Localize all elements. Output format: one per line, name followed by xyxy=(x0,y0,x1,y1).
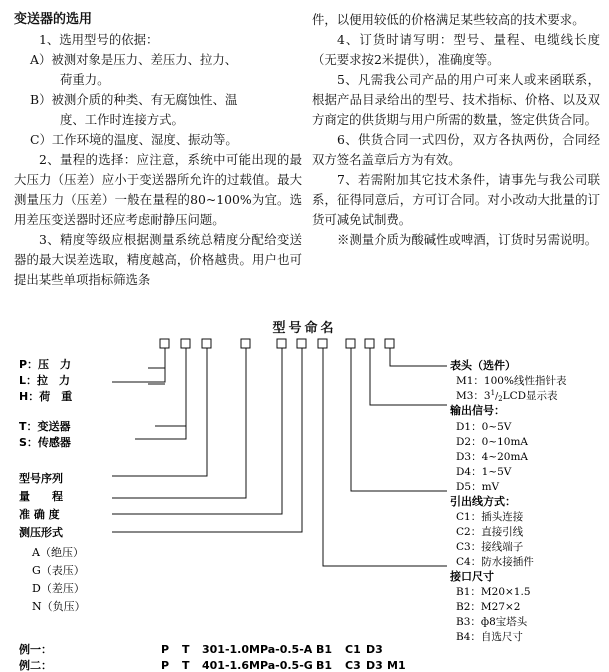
label-c2: C2：直接引线 xyxy=(456,526,524,538)
connector-lead xyxy=(351,348,447,491)
item-1a-line2: 荷重力。 xyxy=(60,72,110,87)
label-c1: C1：插头连接 xyxy=(456,511,524,523)
example-2-code-p: P xyxy=(161,659,170,672)
label-accuracy: 准 确 度 xyxy=(19,508,60,521)
label-m3: M3：$3^1/2LCD$显示表 xyxy=(456,389,558,403)
example-2-code-series: 401-1.6MPa-0.5-G xyxy=(202,659,313,672)
label-form: 测压形式 xyxy=(19,526,63,539)
label-lead: 引出线方式： xyxy=(450,495,516,508)
example-2-code-lead: C3 xyxy=(345,659,361,672)
label-port: 接口尺寸 xyxy=(450,570,494,583)
code-box-9 xyxy=(365,339,374,348)
label-c4: C4：防水接插件 xyxy=(456,556,534,568)
label-d2: D2：0~10mA xyxy=(456,436,528,448)
label-form-a: A（绝压） xyxy=(32,546,84,559)
code-box-5 xyxy=(277,339,286,348)
connector-port xyxy=(323,348,447,566)
item-1c: C）工作环境的温度、湿度、振动等。 xyxy=(30,132,238,147)
item-4: 4、订货时请写明：型号、量程、电缆线长度（无要求按2米提供），准确度等。 xyxy=(312,32,600,67)
item-2: 2、量程的选择：应注意，系统中可能出现的最大压力（压差）应小于变送器所允许的过载值。最大测量压力（压差）一般在量程的80~100%为宜。选用差压变送器时还应考虑耐静压问题。 xyxy=(14,152,302,227)
connector-accuracy xyxy=(112,348,282,514)
code-box-1 xyxy=(160,339,169,348)
label-b4: B4：自选尺寸 xyxy=(456,631,523,643)
label-b3: B3：ф8宝塔头 xyxy=(456,616,528,628)
code-box-4 xyxy=(241,339,250,348)
label-b1: B1：M20×1.5 xyxy=(456,586,531,598)
example-2-code-t: T xyxy=(182,659,190,672)
item-6: 6、供货合同一式四份，双方各执两份，合同经双方签名盖章后方为有效。 xyxy=(312,132,600,167)
code-box-3 xyxy=(202,339,211,348)
label-gauge: 表头（选件） xyxy=(450,359,516,372)
item-7: 7、若需附加其它技术条件，请事先与我公司联系，征得同意后，方可订合同。对小改动大批量的订货可减免试制费。 xyxy=(312,172,600,227)
label-range: 量 程 xyxy=(19,490,63,503)
item-1b-line2: 度、工作时连接方式。 xyxy=(60,112,184,127)
example-1-code-series: 301-1.0MPa-0.5-A xyxy=(202,643,313,656)
note: ※测量介质为酸碱性或啤酒，订货时另需说明。 xyxy=(337,232,598,247)
connector-output xyxy=(370,348,447,405)
item-5: 5、凡需我公司产品的用户可来人或来函联系，根据产品目录给出的型号、技术指标、价格、以及双方商定的供货期与用户所需的数量，签定供货合同。 xyxy=(312,72,600,127)
item-1b-line1: B）被测介质的种类、有无腐蚀性、温 xyxy=(30,92,238,107)
code-box-7 xyxy=(318,339,327,348)
code-box-8 xyxy=(346,339,355,348)
label-form-n: N（负压） xyxy=(32,600,86,613)
naming-title: 型号命名 xyxy=(272,321,337,336)
section-title: 变送器的选用 xyxy=(14,12,93,27)
label-b2: B2：M27×2 xyxy=(456,601,521,613)
example-1-code-port: B1 xyxy=(316,643,333,656)
example-2-code-output: D3 xyxy=(366,659,383,672)
example-1-code-t: T xyxy=(182,643,190,656)
label-form-d: D（差压） xyxy=(32,582,85,595)
label-series: 型号序列 xyxy=(19,472,63,485)
item-3: 3、精度等级应根据测量系统总精度分配给变送器的最大误差选取，精度越高，价格越贵。用户也可提出某些单项指标筛选条 xyxy=(14,232,302,287)
code-box-6 xyxy=(297,339,306,348)
code-box-2 xyxy=(181,339,190,348)
label-s: S：传感器 xyxy=(19,436,71,449)
code-box-10 xyxy=(385,339,394,348)
label-m1: M1：100%线性指针表 xyxy=(456,375,567,387)
label-form-g: G（表压） xyxy=(32,564,85,577)
connector-ts xyxy=(135,348,186,439)
label-p: P：压 力 xyxy=(19,358,72,371)
example-2-label: 例二： xyxy=(19,659,52,672)
label-output: 输出信号： xyxy=(450,404,505,417)
example-1-code-p: P xyxy=(161,643,170,656)
example-1-code-output: D3 xyxy=(366,643,383,656)
label-d4: D4：1~5V xyxy=(456,466,512,478)
label-d1: D1：0~5V xyxy=(456,421,512,433)
label-d5: D5：mV xyxy=(456,481,500,493)
item-1: 1、选用型号的依据： xyxy=(39,32,159,47)
example-2-code-gauge: M1 xyxy=(387,659,406,672)
label-d3: D3：4~20mA xyxy=(456,451,528,463)
label-c3: C3：接线端子 xyxy=(456,541,524,553)
connector-series xyxy=(112,348,207,476)
label-h: H：荷 重 xyxy=(19,390,73,403)
example-1-code-lead: C1 xyxy=(345,643,361,656)
example-1-label: 例一： xyxy=(19,643,52,656)
item-3-continued: 件，以便用较低的价格满足某些较高的技术要求。 xyxy=(312,12,585,27)
label-t: T：变送器 xyxy=(19,420,71,433)
connector-gauge xyxy=(390,348,447,366)
item-1a-line1: A）被测对象是压力、差压力、拉力、 xyxy=(30,52,238,67)
label-l: L：拉 力 xyxy=(19,374,71,387)
connector-pl-h xyxy=(112,348,165,382)
example-2-code-port: B1 xyxy=(316,659,333,672)
